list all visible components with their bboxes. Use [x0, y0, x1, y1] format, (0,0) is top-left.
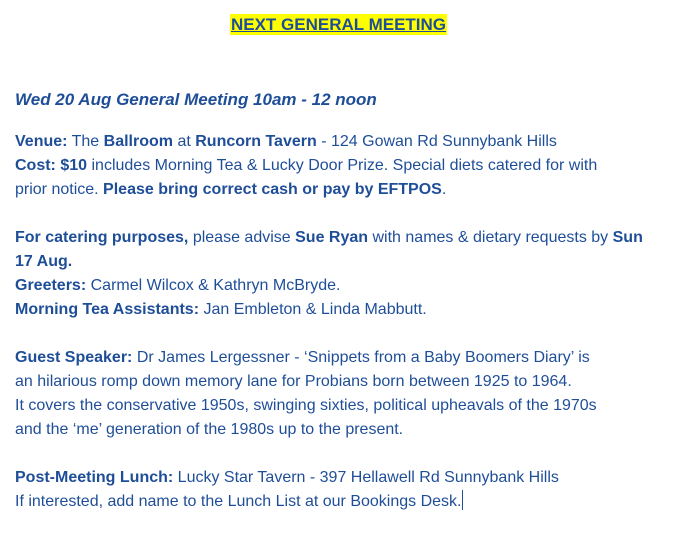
- cost-line-2: [15, 178, 670, 202]
- speaker-block: [15, 346, 670, 442]
- venue-place: Runcorn Tavern: [195, 133, 317, 150]
- cost-amount: $10: [60, 157, 88, 174]
- meeting-details: [15, 88, 670, 538]
- venue-at: at: [177, 133, 191, 150]
- catering-text: please advise: [192, 229, 291, 246]
- lunch-block: [15, 466, 670, 514]
- catering-line: [15, 226, 670, 250]
- cost-line: [15, 154, 670, 178]
- venue-address: - 124 Gowan Rd Sunnybank Hills: [321, 133, 557, 150]
- text-cursor: [462, 490, 463, 510]
- lunch-label: Post-Meeting Lunch:: [15, 469, 174, 486]
- page-title: NEXT GENERAL MEETING: [230, 15, 447, 34]
- speaker-label: Guest Speaker:: [15, 349, 133, 366]
- venue-label: Venue:: [15, 133, 68, 150]
- assistants-names: Jan Embleton & Linda Mabbutt.: [203, 301, 427, 318]
- cost-notice: prior notice.: [15, 181, 99, 198]
- lunch-line: [15, 466, 670, 490]
- venue-line: [15, 130, 670, 154]
- greeters-label: Greeters:: [15, 277, 87, 294]
- catering-deadline-day: Sun: [612, 229, 643, 246]
- cost-text: includes Morning Tea & Lucky Door Prize. Special diets catered for with: [91, 157, 598, 174]
- greeters-line: [15, 274, 670, 298]
- assistants-label: Morning Tea Assistants:: [15, 301, 200, 318]
- speaker-line-3: It covers the conservative 1950s, swinging sixties, political upheavals of the 1970s: [15, 397, 597, 414]
- assistants-line: [15, 298, 670, 322]
- speaker-line-2: an hilarious romp down memory lane for Probians born between 1925 to 1964.: [15, 373, 572, 390]
- event-title: Wed 20 Aug General Meeting 10am - 12 noon: [15, 90, 377, 109]
- speaker-line-1: [15, 346, 670, 370]
- speaker-line-4: and the ‘me’ generation of the 1980s up to the present.: [15, 421, 404, 438]
- lunch-note-line[interactable]: [15, 490, 670, 514]
- catering-contact: Sue Ryan: [295, 229, 369, 246]
- heading-container: [0, 14, 677, 35]
- catering-deadline-date: 17 Aug.: [15, 253, 73, 270]
- catering-text-2: with names & dietary requests by: [372, 229, 609, 246]
- catering-deadline-line: [15, 250, 670, 274]
- greeters-names: Carmel Wilcox & Kathryn McBryde.: [90, 277, 341, 294]
- cost-label: Cost:: [15, 157, 56, 174]
- speaker-intro: Dr James Lergessner - ‘Snippets from a Baby Boomers Diary’ is: [136, 349, 590, 366]
- catering-block: [15, 226, 670, 322]
- payment-note: Please bring correct cash or pay by EFTPOS: [103, 181, 442, 198]
- venue-text: The: [71, 133, 100, 150]
- lunch-note: If interested, add name to the Lunch List at our Bookings Desk.: [15, 493, 462, 510]
- cost-end: .: [441, 181, 447, 198]
- venue-room: Ballroom: [103, 133, 173, 150]
- venue-cost-block: [15, 130, 670, 202]
- lunch-venue: Lucky Star Tavern - 397 Hellawell Rd Sunnybank Hills: [177, 469, 559, 486]
- catering-label: For catering purposes,: [15, 229, 189, 246]
